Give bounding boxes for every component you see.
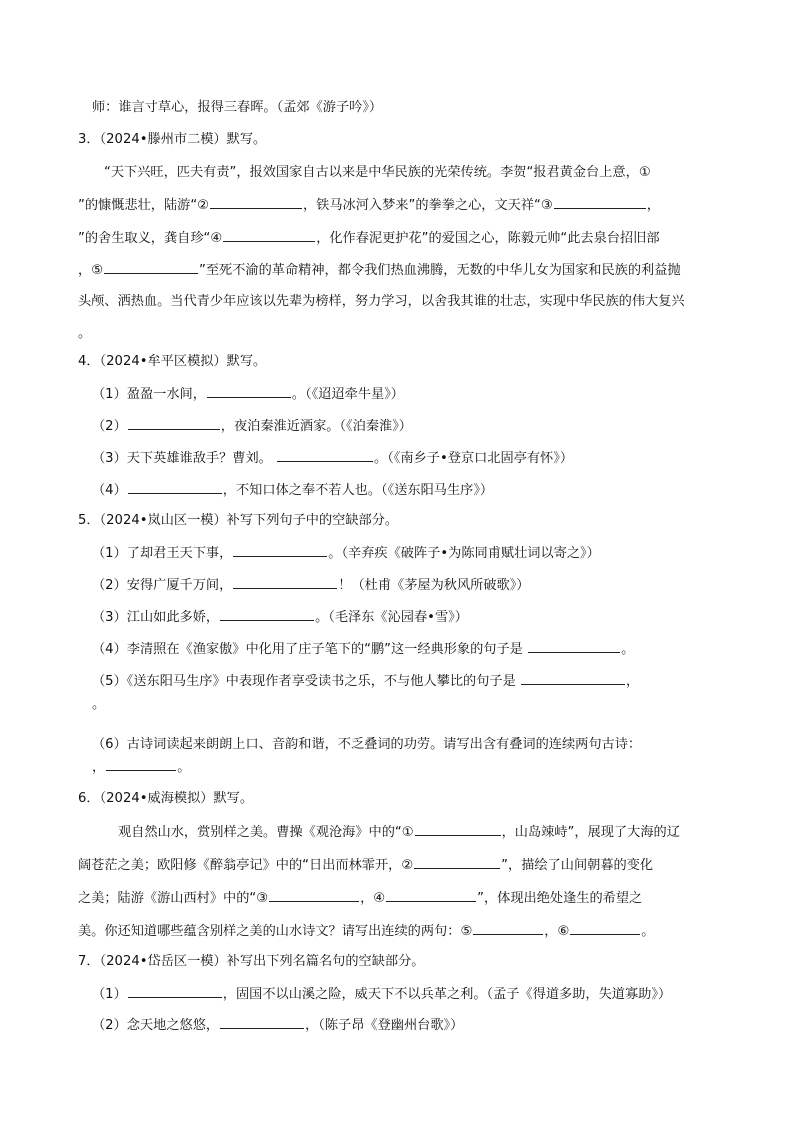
text: ，铁马冰河入梦来”的拳拳之心，文天祥“ (303, 198, 541, 213)
text: ”，体现出绝处逢生的希望之 (477, 891, 643, 906)
circled-number: ⑤ (91, 263, 104, 278)
q6-paragraph-line (118, 822, 680, 842)
q5-item-6-continued (92, 757, 190, 777)
text: 之美；陆游《游山西村》中的“ (78, 891, 257, 906)
q3-paragraph-line (104, 163, 651, 183)
text: ， (646, 198, 660, 213)
circled-number: ③ (256, 891, 269, 906)
text: 美。你还知道哪些蕴含别样之美的山水诗文？请写出连续的两句： (78, 924, 461, 939)
answer-blank[interactable] (106, 757, 176, 771)
text: ，山岛竦峙”，展现了大海的辽 (501, 825, 680, 840)
text: （2） (92, 419, 127, 434)
answer-blank[interactable] (220, 1015, 304, 1029)
answer-blank[interactable] (570, 921, 640, 935)
answer-blank[interactable] (233, 575, 337, 589)
text: ”的舍生取义，龚自珍“ (78, 231, 211, 246)
text: （3）江山如此多娇， (92, 610, 220, 625)
q5-item-1 (92, 543, 600, 563)
answer-blank[interactable] (415, 822, 501, 836)
text: “天下兴旺，匹夫有责”，报效国家自古以来是中华民族的光荣传统。李贺“报君黄金台上意， (104, 165, 639, 180)
text: ，夜泊秦淮近酒家。（《泊秦淮》） (220, 419, 412, 434)
q4-item-1 (92, 384, 404, 404)
text: 观自然山水，赏别样之美。曹操《观沧海》中的“ (118, 825, 402, 840)
answer-blank[interactable] (386, 888, 476, 902)
circled-number: ④ (373, 891, 386, 906)
circled-number: ③ (540, 198, 553, 213)
q3-paragraph-line: 。 (78, 326, 92, 341)
circled-number: ④ (210, 231, 223, 246)
text: （3）天下英雄谁敌手？曹刘。 (92, 451, 272, 466)
text: ， (626, 674, 640, 689)
text: 。（《迢迢牵牛星》） (291, 387, 404, 402)
text: ，不知口体之奉不若人也。（《送东阳马生序》） (222, 483, 494, 498)
text: ， (360, 891, 374, 906)
answer-blank[interactable] (128, 984, 222, 998)
question-6-heading: 6．（2024•威海模拟）默写。 (78, 791, 254, 806)
circled-number: ② (401, 858, 414, 873)
text: ，固国不以山溪之险，威天下不以兵革之利。（孟子《得道多助，失道寡助》） (222, 987, 672, 1002)
text: ”至死不渝的革命精神，都令我们热血沸腾，无数的中华儿女为国家和民族的利益抛 (199, 263, 681, 278)
text: （1）盈盈一水间， (92, 387, 206, 402)
text-line: 师：谁言寸草心，报得三春晖。（孟郊《游子吟》） (92, 100, 383, 115)
answer-blank[interactable] (277, 448, 373, 462)
q6-paragraph-line (78, 855, 653, 875)
answer-blank[interactable] (128, 416, 220, 430)
q3-paragraph-line: 头颅、洒热血。当代青少年应该以先辈为榜样，努力学习，以舍我其谁的壮志，实现中华民族的伟大复兴 (78, 294, 685, 309)
text: （4） (92, 483, 127, 498)
answer-blank[interactable] (521, 671, 625, 685)
circled-number: ⑥ (557, 924, 570, 939)
text: 。 (621, 642, 635, 657)
q5-item-5 (92, 671, 639, 691)
q6-paragraph-line (78, 888, 642, 908)
text: ”，描绘了山间朝暮的变化 (501, 858, 654, 873)
text: （2）安得广厦千万间， (92, 578, 233, 593)
text: 。（辛弃疾《破阵子•为陈同甫赋壮词以寄之》） (328, 546, 600, 561)
answer-blank[interactable] (104, 260, 198, 274)
q5-item-2 (92, 575, 529, 595)
answer-blank[interactable] (414, 855, 500, 869)
q7-item-2 (92, 1015, 463, 1035)
text: ， (78, 263, 92, 278)
question-4-heading: 4．（2024•牟平区模拟）默写。 (78, 354, 267, 369)
answer-blank[interactable] (269, 888, 359, 902)
text: 。（毛泽东《沁园春•雪》） (315, 610, 468, 625)
text: ！（杜甫《茅屋为秋风所破歌》） (338, 578, 530, 593)
text: 。 (641, 924, 655, 939)
text: 。 (177, 760, 191, 775)
text: ”的慷慨悲壮，陆游“ (78, 198, 198, 213)
text: 阔苍茫之美；欧阳修《醉翁亭记》中的“日出而林霏开， (78, 858, 402, 873)
q3-paragraph-line (78, 195, 660, 215)
q6-paragraph-line (78, 921, 654, 941)
q4-item-3 (92, 448, 573, 468)
text: ， (544, 924, 558, 939)
q7-item-1 (92, 984, 671, 1004)
text: （2）念天地之悠悠， (92, 1018, 220, 1033)
text: （1） (92, 987, 127, 1002)
q5-item-5-continued: 。 (92, 697, 106, 712)
q5-item-6: （6）古诗词读起来朗朗上口、音韵和谐，不乏叠词的功劳。请写出含有叠词的连续两句古诗： (92, 737, 642, 752)
text: （5）《送东阳马生序》中表现作者享受读书之乐，不与他人攀比的句子是 (92, 674, 516, 689)
answer-blank[interactable] (207, 384, 291, 398)
text: ， (92, 760, 106, 775)
circled-number: ⑤ (460, 924, 473, 939)
q4-item-4 (92, 480, 493, 500)
answer-blank[interactable] (220, 607, 314, 621)
answer-blank[interactable] (128, 480, 222, 494)
text: （1）了却君王天下事， (92, 546, 233, 561)
circled-number: ② (197, 198, 209, 213)
q3-paragraph-line (78, 260, 681, 280)
text: （4）李清照在《渔家傲》中化用了庄子笔下的“鹏”这一经典形象的句子是 (92, 642, 523, 657)
question-3-heading: 3．（2024•滕州市二模）默写。 (78, 132, 267, 147)
text: ，（陈子昂《登幽州台歌》） (305, 1018, 464, 1033)
answer-blank[interactable] (473, 921, 543, 935)
answer-blank[interactable] (554, 195, 646, 209)
answer-blank[interactable] (233, 543, 327, 557)
q4-item-2 (92, 416, 412, 436)
q3-paragraph-line (78, 228, 660, 248)
circled-number: ① (401, 825, 414, 840)
question-7-heading: 7．（2024•岱岳区一模）补写出下列名篇名句的空缺部分。 (78, 954, 425, 969)
text: 。（《南乡子•登京口北固亭有怀》） (374, 451, 574, 466)
q5-item-3 (92, 607, 468, 627)
answer-blank[interactable] (528, 639, 620, 653)
answer-blank[interactable] (223, 228, 315, 242)
text: ，化作春泥更护花”的爱国之心，陈毅元帅“此去泉台招旧部 (316, 231, 660, 246)
circled-number: ① (638, 165, 651, 180)
question-5-heading: 5．（2024•岚山区一模）补写下列句子中的空缺部分。 (78, 513, 399, 528)
answer-blank[interactable] (210, 195, 302, 209)
q5-item-4 (92, 639, 634, 659)
